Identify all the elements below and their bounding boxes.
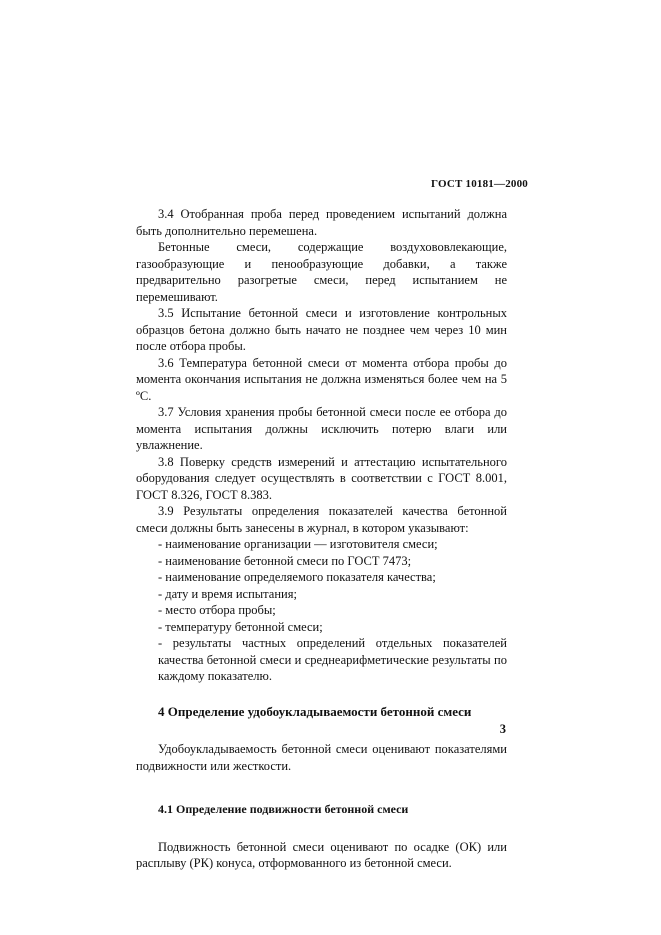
section-4-heading: 4 Определение удобоукладываемости бетонной смеси (158, 703, 472, 719)
paragraph-3-8: 3.8 Поверку средств измерений и аттестацию испытательного оборудования следует осуществлять в соответствии с ГОСТ 8.001, ГОСТ 8.326, ГОСТ 8.383. (136, 454, 507, 502)
list-item: - место отбора пробы; (158, 603, 276, 617)
list-item: - температуру бетонной смеси; (158, 619, 323, 634)
page-number: 3 (499, 722, 506, 736)
paragraph-3-7: 3.7 Условия хранения пробы бетонной смеси после ее отбора до момента испытания должны исключить потерю влаги или увлажнение. (136, 405, 507, 452)
paragraph-3-5: 3.5 Испытание бетонной смеси и изготовление контрольных образцов бетона должно быть начато не позднее чем через 10 мин после отбора пробы. (136, 306, 507, 353)
section-4-1-heading: 4.1 Определение подвижности бетонной смеси (158, 802, 409, 816)
section-4-text: Удобоукладываемость бетонной смеси оценивают показателями подвижности или жесткости. (136, 742, 507, 773)
list-item: - дату и время испытания; (158, 586, 297, 601)
document-code-header: ГОСТ 10181—2000 (431, 178, 528, 190)
list-item: - результаты частных определений отдельных показателей качества бетонной смеси и среднеарифметические результаты по каждому показателю. (158, 636, 507, 683)
list-item: - наименование определяемого показателя качества; (158, 570, 436, 584)
section-4-1-text: Подвижность бетонной смеси оценивают по осадке (ОК) или расплыву (РК) конуса, отформованного из бетонной смеси. (136, 839, 507, 870)
paragraph-3-4: 3.4 Отобранная проба перед проведением испытаний должна быть дополнительно перемешена. (136, 207, 507, 238)
journal-items-list (136, 536, 507, 685)
list-item: - наименование бетонной смеси по ГОСТ 7473; (158, 553, 412, 568)
paragraph-additives: Бетонные смеси, содержащие воздухововлекающие, газообразующие и пенообразующие добавки, а также предварительно разогретые смеси, перед испытанием не перемешивают. (136, 240, 507, 304)
page-body (136, 206, 507, 872)
paragraph-3-9: 3.9 Результаты определения показателей качества бетонной смеси должны быть занесены в журнал, в котором указывают: (136, 504, 507, 535)
list-item: - наименование организации — изготовителя смеси; (158, 537, 438, 551)
paragraph-3-6: 3.6 Температура бетонной смеси от момента отбора пробы до момента окончания испытания не должна изменяться более чем на 5 ºС. (136, 355, 507, 403)
